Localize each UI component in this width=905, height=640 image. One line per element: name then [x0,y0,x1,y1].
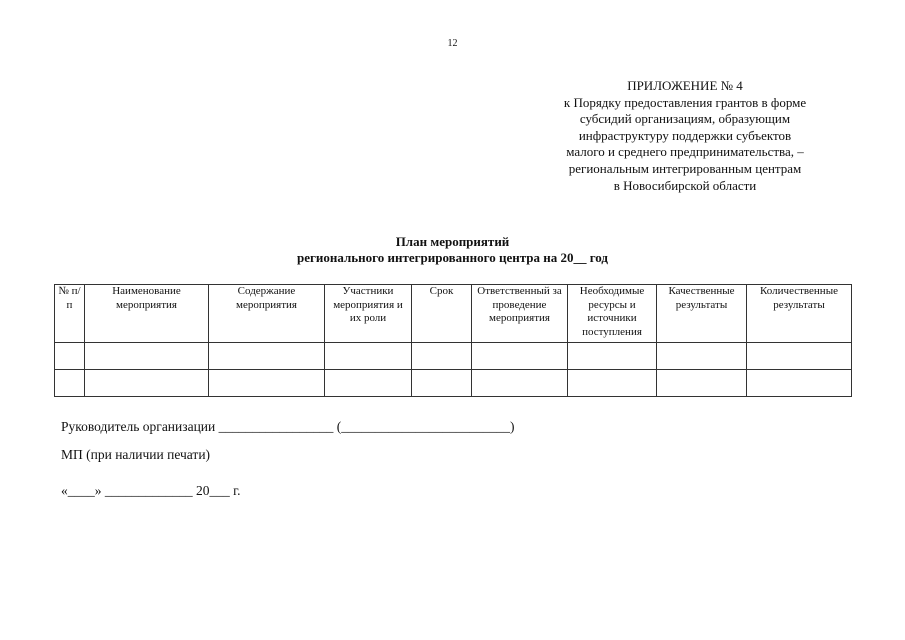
header-quantitative-results: Количественные результаты [747,285,852,343]
appendix-title: ПРИЛОЖЕНИЕ № 4 [627,78,743,93]
table-cell [568,370,657,397]
header-qualitative-results: Качественные результаты [657,285,747,343]
table-cell [325,370,412,397]
table-row [55,370,852,397]
header-responsible: Ответственный за проведение мероприятия [472,285,568,343]
table-cell [568,343,657,370]
table-cell [472,370,568,397]
page-number: 12 [447,38,458,49]
table-cell [85,370,209,397]
appendix-line: малого и среднего предпринимательства, – [566,144,804,160]
table-cell [472,343,568,370]
header-deadline: Срок [412,285,472,343]
plan-title [0,234,905,266]
table-cell [209,343,325,370]
header-event-content: Содержание мероприятия [209,285,325,343]
date-line: «____» _____________ 20___ г. [61,483,241,498]
table-cell [657,370,747,397]
table-cell [412,343,472,370]
header-number: № п/п [55,285,85,343]
table-cell [747,343,852,370]
plan-title-line-2: регионального интегрированного центра на 20__ год [296,250,609,265]
table-cell [747,370,852,397]
plan-title-line-1: План мероприятий [395,234,510,249]
appendix-line: в Новосибирской области [613,177,757,193]
table-cell [55,343,85,370]
appendix-line: субсидий организациям, образующим [579,111,791,127]
table-cell [209,370,325,397]
events-table [54,284,852,397]
header-participants: Участники мероприятия и их роли [325,285,412,343]
table-cell [325,343,412,370]
table-cell [55,370,85,397]
table-header-row [55,285,852,343]
stamp-line: МП (при наличии печати) [61,447,211,462]
appendix-line: к Порядку предоставления грантов в форме [563,94,807,110]
appendix-line: региональным интегрированным центрам [568,160,802,176]
table-row [55,343,852,370]
appendix-line: инфраструктуру поддержки субъектов [578,127,792,143]
signature-line: Руководитель организации _________________ (_________________________) [61,419,515,434]
table-cell [412,370,472,397]
table-cell [85,343,209,370]
table-cell [657,343,747,370]
header-event-name: Наименование мероприятия [85,285,209,343]
header-resources: Необходимые ресурсы и источники поступления [568,285,657,343]
appendix-block [530,78,840,194]
